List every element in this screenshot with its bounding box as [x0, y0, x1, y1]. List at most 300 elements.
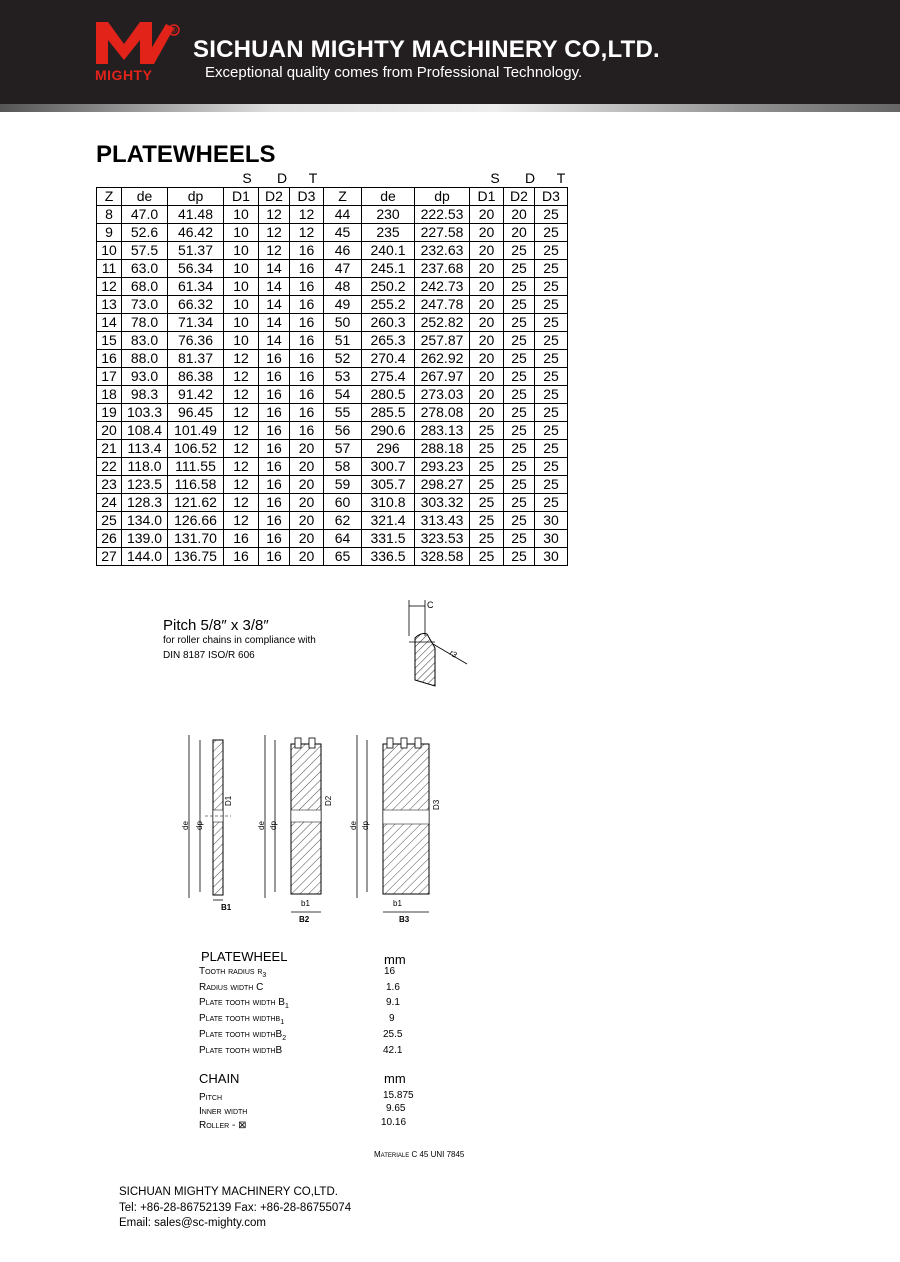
table-cell: 296	[362, 440, 415, 458]
table-cell: D2	[504, 188, 535, 206]
table-cell: 16	[259, 440, 290, 458]
svg-text:de: de	[257, 821, 266, 830]
pitch-standard-line: DIN 8187 ISO/R 606	[163, 650, 255, 661]
table-cell: 19	[97, 404, 122, 422]
table-cell: 46.42	[168, 224, 224, 242]
table-cell: 25	[504, 440, 535, 458]
table-cell: 25	[504, 494, 535, 512]
table-cell: 10	[224, 224, 259, 242]
table-cell: 20	[290, 494, 324, 512]
platewheel-spec-value: 1.6	[386, 982, 400, 993]
table-cell: 10	[224, 332, 259, 350]
svg-text:B1: B1	[221, 903, 232, 912]
table-cell: 25	[535, 422, 568, 440]
platewheel-spec-table	[96, 187, 568, 566]
table-cell: 25	[535, 440, 568, 458]
table-cell: 230	[362, 206, 415, 224]
table-cell: 68.0	[122, 278, 168, 296]
table-cell: 12	[224, 386, 259, 404]
table-cell: 12	[224, 476, 259, 494]
table-cell: 136.75	[168, 548, 224, 566]
table-cell: 16	[259, 350, 290, 368]
table-cell: 134.0	[122, 512, 168, 530]
platewheel-spec-label	[199, 966, 266, 979]
table-cell: 11	[97, 260, 122, 278]
table-cell: 16	[224, 530, 259, 548]
table-cell: 336.5	[362, 548, 415, 566]
table-cell: 83.0	[122, 332, 168, 350]
table-cell: 25	[535, 476, 568, 494]
table-cell: 328.58	[415, 548, 470, 566]
table-cell: 144.0	[122, 548, 168, 566]
table-cell: 25	[504, 458, 535, 476]
table-row	[97, 440, 568, 458]
table-cell: 61.34	[168, 278, 224, 296]
table-cell: 16	[290, 350, 324, 368]
table-cell: 313.43	[415, 512, 470, 530]
table-cell: 16	[259, 458, 290, 476]
table-row	[97, 368, 568, 386]
table-cell: de	[362, 188, 415, 206]
pitch-compliance-line: for roller chains in compliance with	[163, 635, 316, 646]
table-cell: 25	[504, 476, 535, 494]
table-cell: 25	[504, 530, 535, 548]
table-cell: 65	[324, 548, 362, 566]
table-row	[97, 314, 568, 332]
table-cell: 25	[535, 314, 568, 332]
table-cell: 20	[470, 278, 504, 296]
table-cell: 56	[324, 422, 362, 440]
table-row	[97, 296, 568, 314]
table-cell: 12	[290, 206, 324, 224]
table-cell: 267.97	[415, 368, 470, 386]
table-cell: 86.38	[168, 368, 224, 386]
table-cell: 14	[259, 314, 290, 332]
table-cell: 25	[504, 422, 535, 440]
platewheel-spec-label	[199, 1013, 284, 1026]
table-cell: 16	[259, 512, 290, 530]
table-cell: 47	[324, 260, 362, 278]
table-row	[97, 242, 568, 260]
spec-label-text: Plate tooth widthB	[199, 1029, 283, 1040]
material-note: Materiale C 45 UNI 7845	[374, 1150, 465, 1159]
table-cell: 262.92	[415, 350, 470, 368]
table-body	[97, 188, 568, 566]
table-cell: 16	[290, 422, 324, 440]
table-cell: D3	[290, 188, 324, 206]
table-cell: 323.53	[415, 530, 470, 548]
table-cell: 58	[324, 458, 362, 476]
table-cell: 55	[324, 404, 362, 422]
table-cell: 25	[470, 530, 504, 548]
table-cell: 10	[224, 278, 259, 296]
table-cell: 25	[535, 206, 568, 224]
footer-email: Email: sales@sc-mighty.com	[119, 1217, 266, 1229]
table-cell: 16	[259, 422, 290, 440]
svg-text:dp: dp	[269, 821, 278, 830]
spec-label-text: Plate tooth widthB	[199, 1045, 283, 1056]
spec-label-subscript: 3	[262, 972, 267, 979]
table-cell: 255.2	[362, 296, 415, 314]
header-divider	[0, 104, 900, 112]
table-cell: 257.87	[415, 332, 470, 350]
table-cell: Z	[97, 188, 122, 206]
table-cell: 12	[224, 440, 259, 458]
table-cell: 41.48	[168, 206, 224, 224]
sdt-label-t-right: T	[556, 170, 566, 186]
table-cell: 285.5	[362, 404, 415, 422]
chain-spec-value: 9.65	[386, 1103, 406, 1114]
table-cell: 25	[535, 296, 568, 314]
table-cell: 98.3	[122, 386, 168, 404]
table-cell: 12	[224, 350, 259, 368]
sdt-label-s-right: S	[490, 170, 500, 186]
table-cell: 126.66	[168, 512, 224, 530]
table-cell: 20	[290, 548, 324, 566]
table-cell: D1	[470, 188, 504, 206]
table-cell: 12	[224, 494, 259, 512]
table-header-row	[97, 188, 568, 206]
table-cell: 12	[224, 512, 259, 530]
table-cell: 245.1	[362, 260, 415, 278]
table-cell: 25	[470, 512, 504, 530]
table-cell: 280.5	[362, 386, 415, 404]
table-cell: 25	[535, 278, 568, 296]
platewheel-heading: PLATEWHEEL	[201, 949, 288, 964]
table-cell: 128.3	[122, 494, 168, 512]
table-cell: 9	[97, 224, 122, 242]
table-cell: 46	[324, 242, 362, 260]
table-cell: 25	[470, 548, 504, 566]
chain-spec-label: Roller - ⊠	[199, 1120, 247, 1131]
tooth-profile-drawing	[395, 596, 475, 696]
footer-company: SICHUAN MIGHTY MACHINERY CO,LTD.	[119, 1186, 338, 1198]
table-cell: 14	[259, 278, 290, 296]
table-cell: 20	[97, 422, 122, 440]
table-cell: 25	[504, 368, 535, 386]
platewheel-spec-value: 25.5	[383, 1029, 403, 1040]
table-cell: 12	[259, 224, 290, 242]
table-cell: 25	[535, 494, 568, 512]
table-cell: 27	[97, 548, 122, 566]
table-cell: 25	[504, 386, 535, 404]
platewheel-unit: mm	[384, 952, 406, 967]
svg-text:dp: dp	[361, 821, 370, 830]
platewheel-spec-value: 42.1	[383, 1045, 403, 1056]
table-cell: 278.08	[415, 404, 470, 422]
table-cell: 293.23	[415, 458, 470, 476]
spec-label-subscript: 1	[280, 1019, 285, 1026]
svg-text:B2: B2	[299, 915, 310, 924]
table-cell: 260.3	[362, 314, 415, 332]
table-cell: 25	[470, 476, 504, 494]
table-cell: 48	[324, 278, 362, 296]
table-cell: 81.37	[168, 350, 224, 368]
table-cell: 232.63	[415, 242, 470, 260]
table-cell: 18	[97, 386, 122, 404]
table-cell: 26	[97, 530, 122, 548]
platewheel-spec-value: 16	[384, 966, 396, 977]
table-cell: 96.45	[168, 404, 224, 422]
table-cell: 78.0	[122, 314, 168, 332]
table-cell: 237.68	[415, 260, 470, 278]
table-cell: 10	[224, 314, 259, 332]
spec-label-text: Radius width C	[199, 982, 264, 993]
table-cell: 25	[535, 368, 568, 386]
table-cell: 300.7	[362, 458, 415, 476]
table-cell: 12	[224, 368, 259, 386]
table-cell: 252.82	[415, 314, 470, 332]
table-cell: 73.0	[122, 296, 168, 314]
table-cell: 12	[259, 206, 290, 224]
table-cell: 113.4	[122, 440, 168, 458]
platewheel-spec-label	[199, 982, 263, 993]
table-cell: 331.5	[362, 530, 415, 548]
svg-text:b1: b1	[301, 899, 310, 908]
double-wheel-section	[257, 735, 333, 924]
svg-text:dp: dp	[195, 821, 204, 830]
table-cell: 16	[97, 350, 122, 368]
table-cell: 62	[324, 512, 362, 530]
table-row	[97, 530, 568, 548]
table-cell: 106.52	[168, 440, 224, 458]
table-cell: 275.4	[362, 368, 415, 386]
table-cell: 131.70	[168, 530, 224, 548]
table-row	[97, 386, 568, 404]
table-cell: 283.13	[415, 422, 470, 440]
table-cell: dp	[168, 188, 224, 206]
table-cell: 64	[324, 530, 362, 548]
platewheel-spec-value: 9	[389, 1013, 395, 1024]
table-cell: 59	[324, 476, 362, 494]
spec-label-text: Plate tooth widthb	[199, 1013, 281, 1024]
table-cell: 10	[224, 242, 259, 260]
table-cell: 298.27	[415, 476, 470, 494]
table-cell: 16	[290, 260, 324, 278]
svg-text:de: de	[181, 821, 190, 830]
svg-text:D1: D1	[224, 795, 233, 806]
table-cell: 25	[535, 332, 568, 350]
table-row	[97, 350, 568, 368]
table-cell: 16	[259, 494, 290, 512]
svg-text:b1: b1	[393, 899, 402, 908]
table-cell: 25	[470, 422, 504, 440]
table-cell: 25	[504, 278, 535, 296]
table-cell: 8	[97, 206, 122, 224]
table-cell: 16	[224, 548, 259, 566]
table-cell: 30	[535, 530, 568, 548]
table-cell: 20	[470, 368, 504, 386]
chain-spec-label: Inner width	[199, 1106, 248, 1117]
table-cell: 56.34	[168, 260, 224, 278]
table-row	[97, 476, 568, 494]
table-cell: 20	[470, 296, 504, 314]
table-cell: 250.2	[362, 278, 415, 296]
table-row	[97, 332, 568, 350]
table-cell: 52.6	[122, 224, 168, 242]
table-cell: 16	[290, 296, 324, 314]
table-cell: D1	[224, 188, 259, 206]
table-cell: 227.58	[415, 224, 470, 242]
table-cell: Z	[324, 188, 362, 206]
table-cell: 60	[324, 494, 362, 512]
table-cell: 76.36	[168, 332, 224, 350]
table-cell: 10	[224, 260, 259, 278]
table-cell: dp	[415, 188, 470, 206]
platewheel-spec-label	[199, 1045, 282, 1056]
table-cell: 20	[470, 386, 504, 404]
table-cell: 25	[470, 494, 504, 512]
triple-wheel-section	[349, 735, 441, 924]
table-cell: 51	[324, 332, 362, 350]
table-cell: 235	[362, 224, 415, 242]
table-cell: 20	[290, 440, 324, 458]
table-cell: 16	[290, 368, 324, 386]
table-cell: 20	[290, 512, 324, 530]
table-cell: 20	[470, 332, 504, 350]
table-cell: 91.42	[168, 386, 224, 404]
table-cell: 47.0	[122, 206, 168, 224]
table-cell: 303.32	[415, 494, 470, 512]
table-cell: 20	[470, 314, 504, 332]
chain-spec-label: Pitch	[199, 1092, 223, 1103]
chain-unit: mm	[384, 1071, 406, 1086]
table-cell: 30	[535, 512, 568, 530]
spec-label-subscript: 1	[284, 1003, 289, 1010]
table-cell: 14	[259, 296, 290, 314]
table-cell: 30	[535, 548, 568, 566]
table-cell: 63.0	[122, 260, 168, 278]
table-cell: 25	[535, 386, 568, 404]
table-cell: 16	[290, 314, 324, 332]
table-cell: 242.73	[415, 278, 470, 296]
table-cell: 240.1	[362, 242, 415, 260]
table-cell: D3	[535, 188, 568, 206]
table-row	[97, 224, 568, 242]
table-cell: 25	[504, 332, 535, 350]
table-cell: 25	[504, 512, 535, 530]
table-row	[97, 422, 568, 440]
platewheel-spec-value: 9.1	[386, 997, 400, 1008]
sdt-label-t: T	[308, 170, 318, 186]
pitch-title: Pitch 5/8″ x 3/8″	[163, 617, 269, 634]
table-row	[97, 458, 568, 476]
table-cell: 71.34	[168, 314, 224, 332]
table-cell: 20	[470, 206, 504, 224]
table-cell: 12	[224, 404, 259, 422]
table-cell: 16	[290, 332, 324, 350]
table-cell: D2	[259, 188, 290, 206]
spec-label-subscript: 2	[282, 1035, 287, 1042]
table-cell: 53	[324, 368, 362, 386]
table-cell: 103.3	[122, 404, 168, 422]
table-row	[97, 404, 568, 422]
table-cell: 15	[97, 332, 122, 350]
table-cell: 25	[504, 404, 535, 422]
table-cell: 10	[97, 242, 122, 260]
table-cell: 247.78	[415, 296, 470, 314]
table-cell: 12	[259, 242, 290, 260]
table-cell: 66.32	[168, 296, 224, 314]
table-cell: 20	[504, 224, 535, 242]
logo-text: MIGHTY	[95, 67, 153, 83]
table-cell: 16	[259, 404, 290, 422]
page-title: PLATEWHEELS	[96, 141, 276, 168]
table-cell: 51.37	[168, 242, 224, 260]
table-cell: 101.49	[168, 422, 224, 440]
table-row	[97, 278, 568, 296]
svg-text:de: de	[349, 821, 358, 830]
table-cell: 25	[535, 260, 568, 278]
table-cell: 25	[470, 458, 504, 476]
table-cell: 25	[504, 314, 535, 332]
registered-mark: ®	[171, 26, 177, 35]
table-row	[97, 260, 568, 278]
table-cell: 25	[504, 350, 535, 368]
table-cell: 305.7	[362, 476, 415, 494]
table-cell: 23	[97, 476, 122, 494]
svg-text:D2: D2	[324, 795, 333, 806]
table-cell: 290.6	[362, 422, 415, 440]
table-cell: 12	[290, 224, 324, 242]
table-cell: 49	[324, 296, 362, 314]
table-cell: 25	[504, 260, 535, 278]
table-cell: 16	[259, 476, 290, 494]
table-cell: 123.5	[122, 476, 168, 494]
table-cell: 321.4	[362, 512, 415, 530]
sdt-label-s: S	[242, 170, 252, 186]
chain-spec-value: 15.875	[383, 1090, 414, 1101]
table-cell: 25	[504, 296, 535, 314]
table-cell: 20	[290, 458, 324, 476]
table-cell: 121.62	[168, 494, 224, 512]
table-cell: 17	[97, 368, 122, 386]
chain-spec-value: 10.16	[381, 1117, 407, 1128]
table-row	[97, 548, 568, 566]
header-banner	[0, 0, 900, 108]
platewheel-spec-label	[199, 1029, 286, 1042]
table-cell: 270.4	[362, 350, 415, 368]
table-cell: 111.55	[168, 458, 224, 476]
table-cell: 20	[470, 260, 504, 278]
sdt-label-d: D	[276, 170, 288, 186]
platewheel-spec-label	[199, 997, 289, 1010]
table-cell: 54	[324, 386, 362, 404]
svg-text:D3: D3	[432, 799, 441, 810]
table-cell: 57.5	[122, 242, 168, 260]
table-cell: 25	[535, 404, 568, 422]
chain-heading: CHAIN	[199, 1071, 240, 1086]
table-cell: 12	[224, 458, 259, 476]
table-cell: 20	[290, 530, 324, 548]
table-cell: 25	[535, 458, 568, 476]
table-cell: 288.18	[415, 440, 470, 458]
table-row	[97, 494, 568, 512]
table-cell: 24	[97, 494, 122, 512]
table-cell: 45	[324, 224, 362, 242]
company-name: SICHUAN MIGHTY MACHINERY CO,LTD.	[193, 36, 660, 63]
table-cell: 14	[259, 260, 290, 278]
table-cell: 88.0	[122, 350, 168, 368]
table-cell: 10	[224, 206, 259, 224]
table-cell: 108.4	[122, 422, 168, 440]
table-cell: 273.03	[415, 386, 470, 404]
table-cell: 20	[470, 224, 504, 242]
spec-label-text: Tooth radius r	[199, 966, 263, 977]
table-cell: 20	[470, 350, 504, 368]
sdt-label-d-right: D	[524, 170, 536, 186]
table-cell: 20	[470, 242, 504, 260]
